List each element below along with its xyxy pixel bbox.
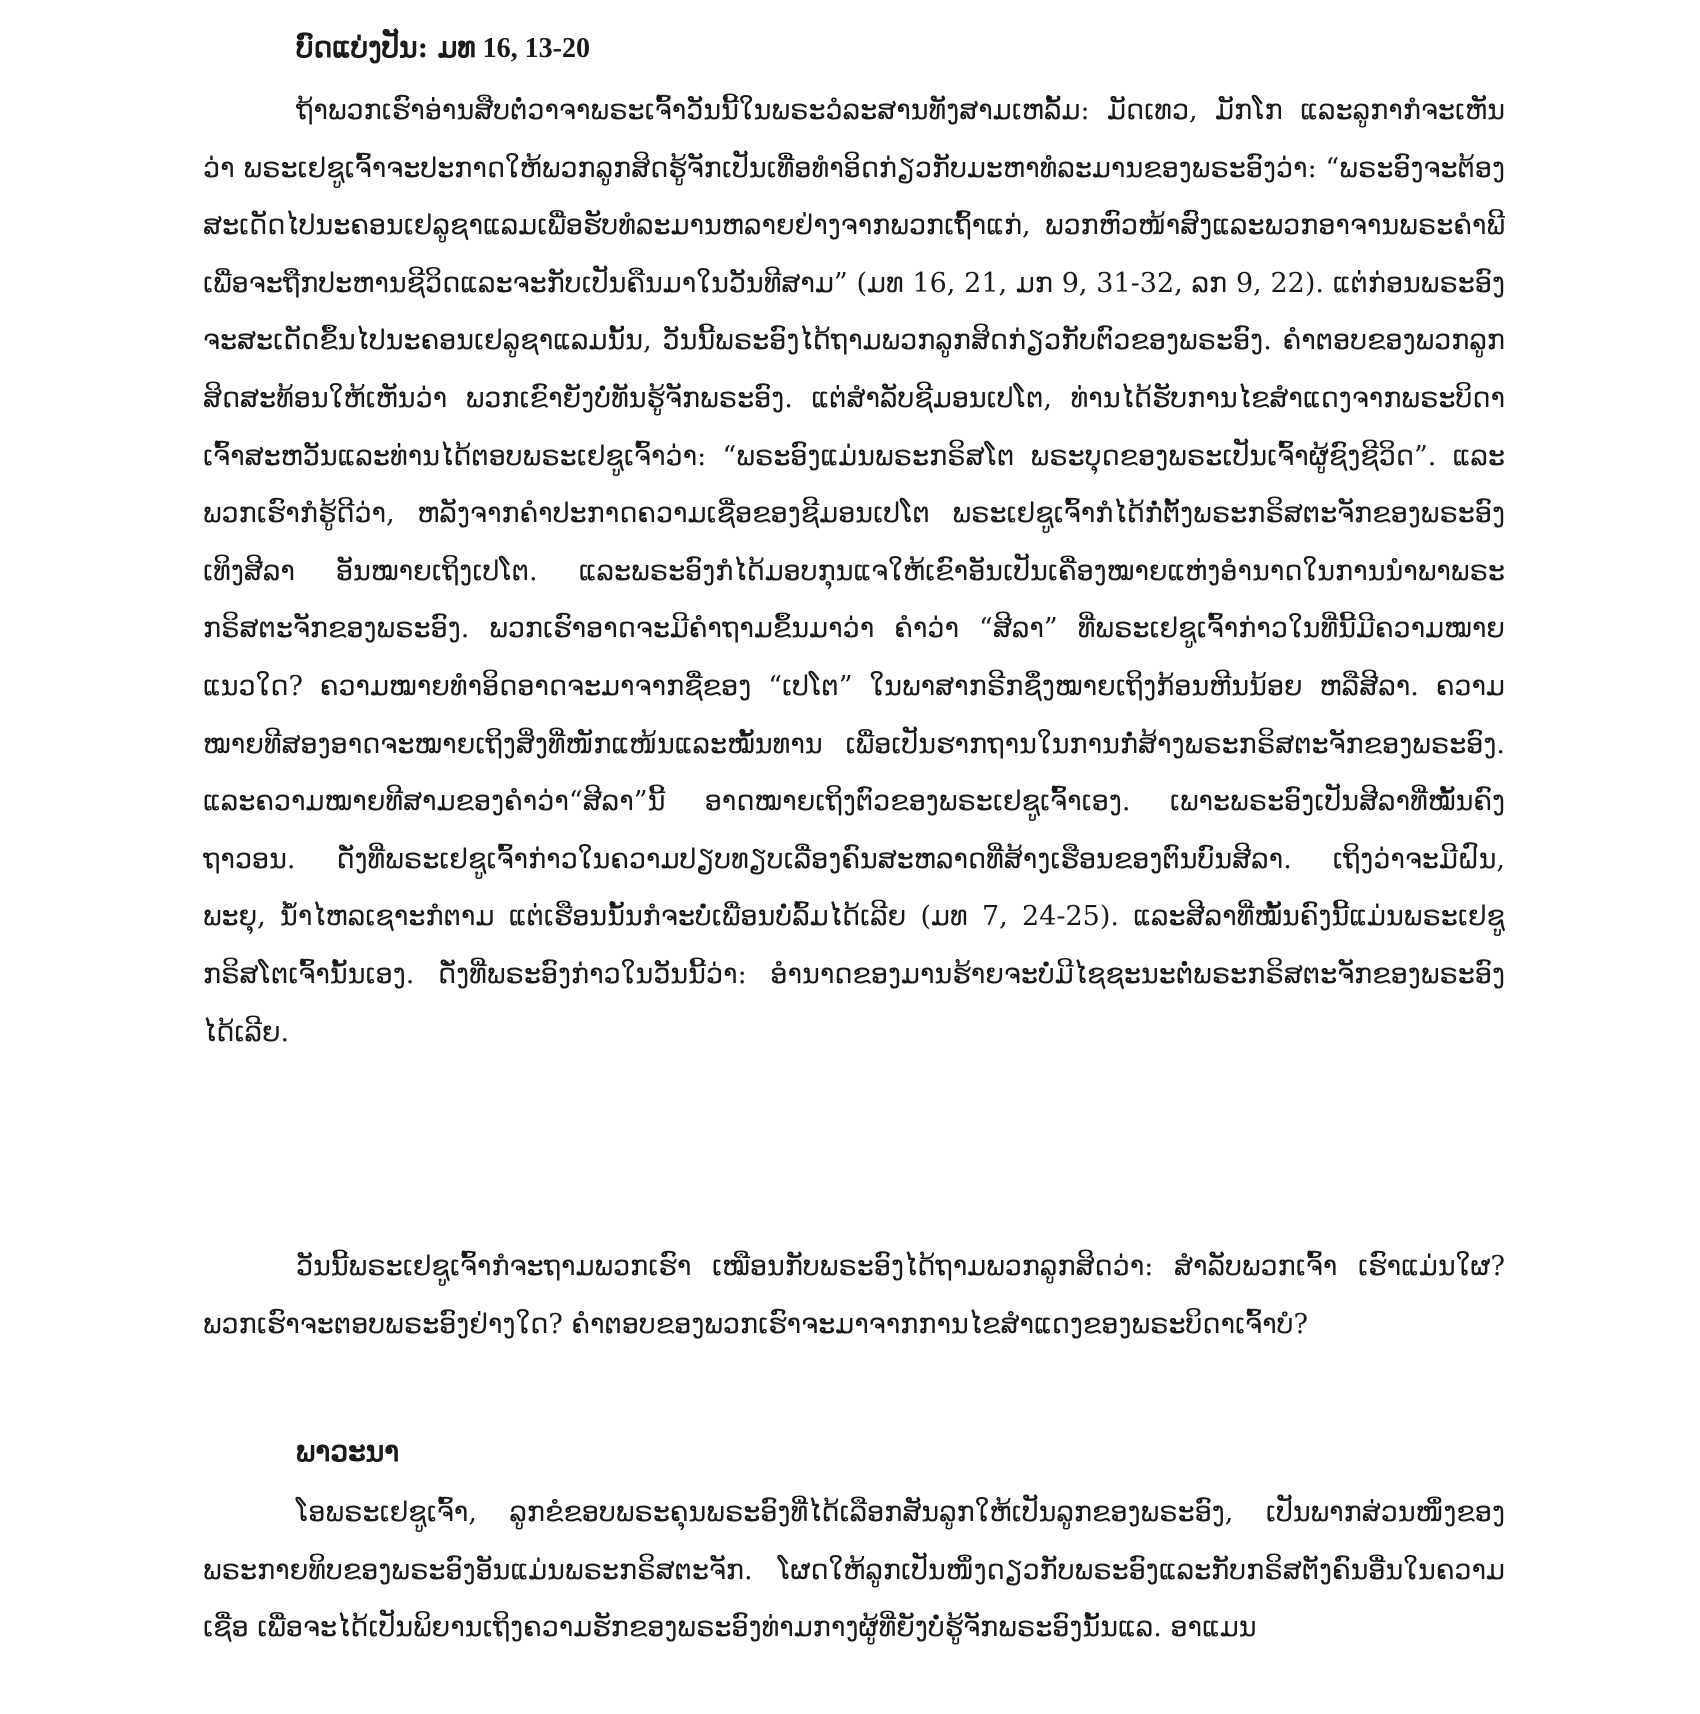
reflection-paragraph-1: ຖ້າພວກເຮົາອ່ານສືບຕໍ່ວາຈາພຣະເຈົ້າວັນນີ້ໃນພຣະວໍລະສານທັງສາມເຫລັ້ມ: ມັດເທວ, ມັກໂກ ແລະລູກາກໍຈະເຫັນວ່າ ພຣະເຢຊູເຈົ້າຈະປະກາດໃຫ້ພວກລູກສິດຮູ້ຈັກເປັນເທື່ອທຳອິດກ່ຽວກັບມະຫາທໍລະມານຂອງພຣະອົງວ່າ: “ພຣະອົງຈະຕ້ອງສະເດັດໄປນະຄອນເຢລູຊາແລມເພື່ອຮັບທໍລະມານຫລາຍຢ່າງຈາກພວກເຖົ້າແກ່, ພວກຫົວໜ້າສົງແລະພວກອາຈານພຣະຄຳພີ ເພື່ອຈະຖືກປະຫານຊີວິດແລະຈະກັບເປັນຄືນມາໃນວັນທີສາມ” (ມທ 16, 21, ມກ 9, 31-32, ລກ 9, 22). ແຕ່ກ່ອນພຣະອົງຈະສະເດັດຂຶ້ນໄປນະຄອນເຢລູຊາແລມນັ້ນ, ວັນນີ້ພຣະອົງໄດ້ຖາມພວກລູກສິດກ່ຽວກັບຕົວຂອງພຣະອົງ. ຄຳຕອບຂອງພວກລູກສິດສະທ້ອນໃຫ້ເຫັນວ່າ ພວກເຂົາຍັງບໍ່ທັນຮູ້ຈັກພຣະອົງ. ແຕ່ສຳລັບຊີມອນເປໂຕ, ທ່ານໄດ້ຮັບການໄຂສຳແດງຈາກພຣະບິດາເຈົ້າສະຫວັນແລະທ່ານໄດ້ຕອບພຣະເຢຊູເຈົ້າວ່າ: “ພຣະອົງແມ່ນພຣະກຣິສໂຕ ພຣະບຸດຂອງພຣະເປັນເຈົ້າຜູ້ຊົງຊີວິດ”. ແລະພວກເຮົາກໍຮູ້ດີວ່າ, ຫລັງຈາກຄຳປະກາດຄວາມເຊື່ອຂອງຊີມອນເປໂຕ ພຣະເຢຊູເຈົ້າກໍໄດ້ກໍ່ຕັ້ງພຣະກຣິສຕະຈັກຂອງພຣະອົງເທິງສີລາ ອັນໝາຍເຖິງເປໂຕ. ແລະພຣະອົງກໍໄດ້ມອບກຸນແຈໃຫ້ເຂົາອັນເປັນເຄື່ອງໝາຍແຫ່ງອຳນາດໃນການນຳພາພຣະກຣິສຕະຈັກຂອງພຣະອົງ. ພວກເຮົາອາດຈະມີຄຳຖາມຂຶ້ນມາວ່າ ຄຳວ່າ “ສີລາ” ທີ່ພຣະເຢຊູເຈົ້າກ່າວໃນທີ່ນີ້ມີຄວາມໝາຍແນວໃດ? ຄວາມໝາຍທຳອິດອາດຈະມາຈາກຊື່ຂອງ “ເປໂຕ” ໃນພາສາກຣີກຊຶ່ງໝາຍເຖິງກ້ອນຫີນນ້ອຍ ຫລືສີລາ. ຄວາມໝາຍທີສອງອາດຈະໝາຍເຖິງສິ່ງທີ່ໜັກແໜ້ນແລະໝັ້ນທານ ເພື່ອເປັນຮາກຖານໃນການກໍ່ສ້າງພຣະກຣິສຕະຈັກຂອງພຣະອົງ. ແລະຄວາມໝາຍທີສາມຂອງຄຳວ່າ“ສີລາ”ນີ້ ອາດໝາຍເຖິງຕົວຂອງພຣະເຢຊູເຈົ້າເອງ. ເພາະພຣະອົງເປັນສີລາທີ່ໝັ້ນຄົງຖາວອນ. ດັ່ງທີ່ພຣະເຢຊູເຈົ້າກ່າວໃນຄວາມປຽບທຽບເລື່ອງຄົນສະຫລາດທີ່ສ້າງເຮືອນຂອງຕົນບົນສີລາ. ເຖິງວ່າຈະມີຝົນ, ພະຍຸ, ນ້ຳໄຫລເຊາະກໍຕາມ ແຕ່ເຮືອນນັ້ນກໍຈະບໍ່ເພື່ອນບໍ່ລົ້ມໄດ້ເລີຍ (ມທ 7, 24-25). ແລະສີລາທີ່ໝັ້ນຄົງນີ້ແມ່ນພຣະເຢຊູກຣິສໂຕເຈົ້ານັ້ນເອງ. ດັ່ງທີ່ພຣະອົງກ່າວໃນວັນນີ້ວ່າ: ອຳນາດຂອງມານຮ້າຍຈະບໍ່ມີໄຊຊະນະຕໍ່ພຣະກຣິສຕະຈັກຂອງພຣະອົງໄດ້ເລີຍ.	[203, 95, 1505, 1048]
reflection-scripture-reference: ມທ 16, 13-20	[437, 33, 591, 64]
reflection-paragraph-2: ວັນນີ້ພຣະເຢຊູເຈົ້າກໍຈະຖາມພວກເຮົາ ເໝືອນກັບພຣະອົງໄດ້ຖາມພວກລູກສິດວ່າ: ສຳລັບພວກເຈົ້າ ເຮົາແມ່ນໃຜ? ພວກເຮົາຈະຕອບພຣະອົງຢ່າງໃດ? ຄຳຕອບຂອງພວກເຮົາຈະມາຈາກການໄຂສຳແດງຂອງພຣະບິດາເຈົ້າບໍ?	[203, 1251, 1505, 1340]
prayer-heading: ພາວະນາ	[296, 1435, 400, 1468]
reflection-heading	[296, 28, 590, 69]
reflection-heading-label: ບົດແບ່ງປັນ:	[296, 31, 428, 64]
prayer-paragraph: ໂອພຣະເຢຊູເຈົ້າ, ລູກຂໍຂອບພຣະຄຸນພຣະອົງທີ່ໄດ້ເລືອກສັນລູກໃຫ້ເປັນລູກຂອງພຣະອົງ, ເປັນພາກສ່ວນໜຶ່ງຂອງພຣະກາຍທິບຂອງພຣະອົງອັນແມ່ນພຣະກຣິສຕະຈັກ. ໂຜດໃຫ້ລູກເປັນໜຶ່ງດຽວກັບພຣະອົງແລະກັບກຣິສຕັງຄົນອື່ນໃນຄວາມເຊື່ອ ເພື່ອຈະໄດ້ເປັນພິຍານເຖິງຄວາມຮັກຂອງພຣະອົງທ່າມກາງຜູ້ທີ່ຍັງບໍ່ຮູ້ຈັກພຣະອົງນັ້ນແລ. ອາແມນ	[203, 1497, 1505, 1644]
